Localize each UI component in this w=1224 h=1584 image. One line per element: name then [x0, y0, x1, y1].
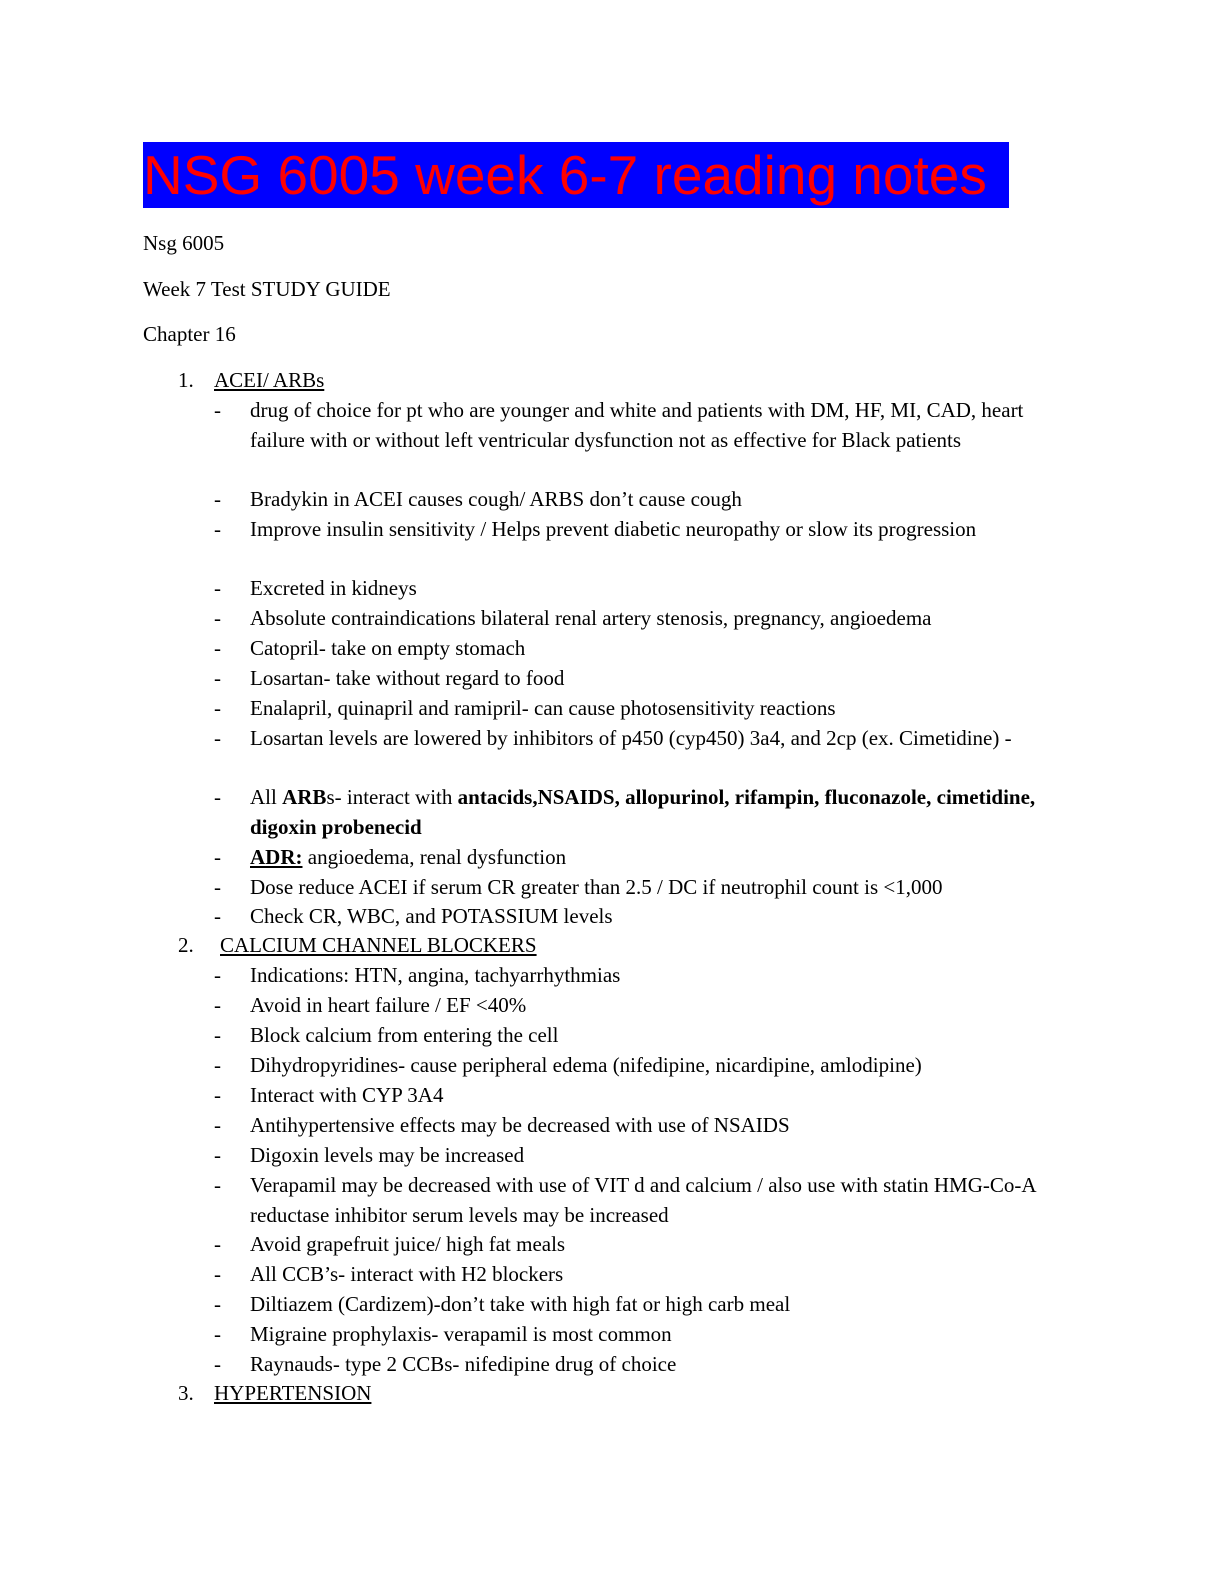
- bullet-dash: -: [214, 875, 221, 899]
- text-run: s- interact with: [326, 785, 458, 809]
- guide-line: Week 7 Test STUDY GUIDE: [143, 277, 391, 301]
- bullet-dash: -: [214, 576, 221, 600]
- section-number: 1.: [178, 368, 194, 392]
- section-title: ACEI/ ARBs: [214, 368, 325, 392]
- course-line: Nsg 6005: [143, 231, 225, 255]
- bullet-text: Excreted in kidneys: [250, 576, 417, 600]
- bullet-text: Improve insulin sensitivity / Helps prevent diabetic neuropathy or slow its progression: [250, 517, 977, 541]
- bullet-dash: -: [214, 1322, 221, 1346]
- bullet-dash: -: [214, 1262, 221, 1286]
- bullet-dash: -: [214, 1352, 221, 1376]
- bullet-dash: -: [214, 993, 221, 1017]
- bullet-dash: -: [214, 785, 221, 809]
- bullet-text: Bradykin in ACEI causes cough/ ARBS don’t cause cough: [250, 487, 742, 511]
- bullet-dash: -: [214, 1083, 221, 1107]
- bullet-text: Catopril- take on empty stomach: [250, 636, 526, 660]
- bullet-dash: -: [214, 1292, 221, 1316]
- bullet-text: Verapamil may be decreased with use of VIT d and calcium / also use with statin HMG-Co-A reductase inhibitor serum levels may be increased: [250, 1173, 1036, 1227]
- bullet-text: Dose reduce ACEI if serum CR greater than 2.5 / DC if neutrophil count is <1,000: [250, 875, 943, 899]
- section-title: CALCIUM CHANNEL BLOCKERS: [220, 933, 537, 957]
- section-number: 3.: [178, 1381, 194, 1405]
- bullet-text: Block calcium from entering the cell: [250, 1023, 559, 1047]
- section-title: HYPERTENSION: [214, 1381, 372, 1405]
- chapter-line: Chapter 16: [143, 322, 236, 346]
- bullet-dash: -: [214, 606, 221, 630]
- bullet-text: [250, 782, 1050, 842]
- bullet-dash: -: [214, 963, 221, 987]
- bullet-text: Digoxin levels may be increased: [250, 1143, 525, 1167]
- bullet-text: Absolute contraindications bilateral renal artery stenosis, pregnancy, angioedema: [250, 606, 932, 630]
- bullet-text: Enalapril, quinapril and ramipril- can cause photosensitivity reactions: [250, 696, 836, 720]
- bullet-dash: -: [214, 487, 221, 511]
- bullet-dash: -: [214, 1023, 221, 1047]
- bullet-dash: -: [214, 1173, 221, 1197]
- bullet-dash: -: [214, 1143, 221, 1167]
- bullet-text: Antihypertensive effects may be decreased with use of NSAIDS: [250, 1113, 790, 1137]
- bullet-text: Migraine prophylaxis- verapamil is most common: [250, 1322, 672, 1346]
- bullet-text: Losartan- take without regard to food: [250, 666, 565, 690]
- section-number: 2.: [178, 933, 194, 957]
- adr-label: ADR:: [250, 845, 303, 869]
- text-run: angioedema, renal dysfunction: [302, 845, 567, 869]
- bullet-text: Losartan levels are lowered by inhibitors of p450 (cyp450) 3a4, and 2cp (ex. Cimetidine) -: [250, 726, 1012, 750]
- bullet-dash: -: [214, 666, 221, 690]
- bullet-dash: -: [214, 1232, 221, 1256]
- bullet-text: Interact with CYP 3A4: [250, 1083, 444, 1107]
- bullet-text: Avoid in heart failure / EF <40%: [250, 993, 527, 1017]
- bullet-text: Raynauds- type 2 CCBs- nifedipine drug of choice: [250, 1352, 677, 1376]
- bullet-text: Dihydropyridines- cause peripheral edema (nifedipine, nicardipine, amlodipine): [250, 1053, 922, 1077]
- bullet-dash: -: [214, 696, 221, 720]
- bullet-dash: -: [214, 636, 221, 660]
- bullet-text: Diltiazem (Cardizem)-don’t take with high fat or high carb meal: [250, 1292, 791, 1316]
- bullet-dash: -: [214, 398, 221, 422]
- bold-drug-list: antacids,NSAIDS, allopurinol, rifampin, fluconazole, cimetidine, digoxin probenecid: [250, 785, 1036, 839]
- bullet-text: Check CR, WBC, and POTASSIUM levels: [250, 904, 613, 928]
- bullet-text: Indications: HTN, angina, tachyarrhythmias: [250, 963, 621, 987]
- bullet-dash: -: [214, 726, 221, 750]
- document-title: NSG 6005 week 6-7 reading notes: [143, 144, 987, 206]
- bullet-dash: -: [214, 1113, 221, 1137]
- bullet-text: [250, 842, 1050, 872]
- bullet-text: Avoid grapefruit juice/ high fat meals: [250, 1232, 566, 1256]
- bullet-text: All CCB’s- interact with H2 blockers: [250, 1262, 564, 1286]
- bullet-dash: -: [214, 845, 221, 869]
- text-run: All: [250, 785, 283, 809]
- bullet-dash: -: [214, 1053, 221, 1077]
- bullet-dash: -: [214, 904, 221, 928]
- bullet-dash: -: [214, 517, 221, 541]
- bullet-text: drug of choice for pt who are younger and white and patients with DM, HF, MI, CAD, heart failure with or without left ventricular dysfunction not as effective for Black patients: [250, 398, 1024, 452]
- bold-term: ARB: [282, 785, 327, 809]
